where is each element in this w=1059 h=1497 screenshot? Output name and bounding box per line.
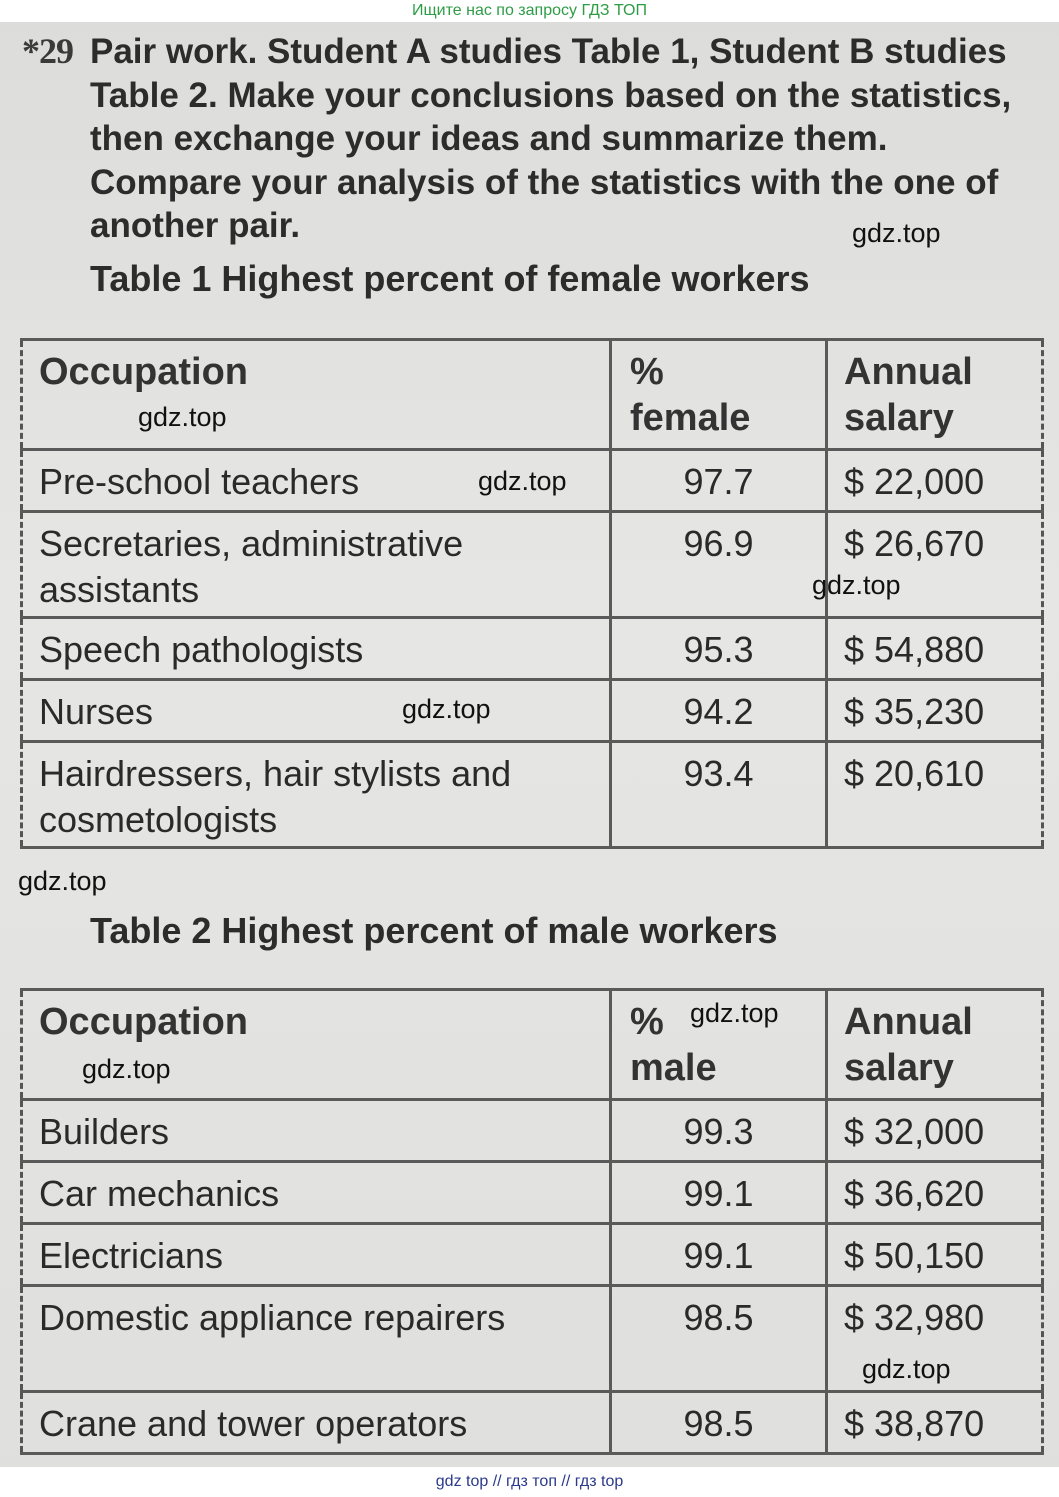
cell-salary: $ 20,610: [827, 742, 1043, 848]
cell-salary: $ 36,620: [827, 1162, 1043, 1224]
cell-salary: $ 32,980: [827, 1286, 1043, 1392]
watermark: gdz.top: [138, 402, 227, 432]
cell-percent: 99.1: [611, 1162, 827, 1224]
watermark: gdz.top: [478, 466, 567, 496]
cell-salary: $ 26,670: [827, 512, 1043, 618]
cell-occupation: Builders: [22, 1100, 611, 1162]
header-salary: [827, 340, 1043, 450]
header-occupation: Occupation: [22, 340, 611, 450]
watermark: gdz.top: [18, 866, 107, 896]
top-banner[interactable]: Ищите нас по запросу ГДЗ ТОП: [0, 0, 1059, 22]
cell-occupation: Hairdressers, hair stylists and cosmetologists: [22, 742, 611, 848]
header-salary-line1: Annual: [844, 351, 973, 393]
table-row: [22, 1224, 1043, 1286]
header-salary: [827, 990, 1043, 1100]
watermark: gdz.top: [852, 218, 941, 248]
cell-occupation: Secretaries, administrative assistants: [22, 512, 611, 618]
cell-percent: 96.9: [611, 512, 827, 618]
watermark: gdz.top: [402, 694, 491, 724]
table-row: [22, 512, 1043, 618]
header-percent: [611, 340, 827, 450]
cell-salary: $ 38,870: [827, 1392, 1043, 1454]
table-row: [22, 1162, 1043, 1224]
cell-occupation: Nurses: [22, 680, 611, 742]
table-header-row: [22, 990, 1043, 1100]
cell-occupation: Domestic appliance repairers: [22, 1286, 611, 1392]
cell-percent: 98.5: [611, 1286, 827, 1392]
table-row: [22, 1392, 1043, 1454]
table1-title: Table 1 Highest percent of female workers: [90, 258, 810, 299]
task-text: Pair work. Student A studies Table 1, Student B studies Table 2. Make your conclusions based on the statistics, then exchange your ideas and summarize them. Compare your analysis of the statistics with the one of another pair.: [90, 32, 1012, 245]
watermark: gdz.top: [862, 1354, 951, 1384]
cell-occupation: Crane and tower operators: [22, 1392, 611, 1454]
cell-salary: $ 32,000: [827, 1100, 1043, 1162]
table2-title: Table 2 Highest percent of male workers: [90, 910, 778, 951]
table-row: [22, 680, 1043, 742]
cell-percent: 97.7: [611, 450, 827, 512]
bottom-banner[interactable]: gdz top // гдз топ // гдз top: [0, 1467, 1059, 1497]
cell-occupation: Speech pathologists: [22, 618, 611, 680]
table-row: [22, 742, 1043, 848]
cell-percent: 94.2: [611, 680, 827, 742]
header-occupation: Occupation: [22, 990, 611, 1100]
watermark: gdz.top: [82, 1054, 171, 1084]
cell-salary: $ 50,150: [827, 1224, 1043, 1286]
cell-percent: 98.5: [611, 1392, 827, 1454]
table-row: [22, 1100, 1043, 1162]
watermark: gdz.top: [690, 998, 779, 1028]
cell-occupation: Pre-school teachers: [22, 450, 611, 512]
cell-salary: $ 35,230: [827, 680, 1043, 742]
cell-occupation: Electricians: [22, 1224, 611, 1286]
table-header-row: [22, 340, 1043, 450]
header-percent-label: male: [630, 1047, 717, 1089]
table-row: [22, 618, 1043, 680]
header-salary-line2: salary: [844, 1047, 954, 1089]
task-number: *29: [22, 31, 73, 71]
header-percent-sign: %: [630, 351, 664, 393]
header-salary-line1: Annual: [844, 1001, 973, 1043]
cell-salary: $ 54,880: [827, 618, 1043, 680]
cell-percent: 99.1: [611, 1224, 827, 1286]
cell-percent: 95.3: [611, 618, 827, 680]
header-percent-sign: %: [630, 1001, 664, 1043]
cell-occupation: Car mechanics: [22, 1162, 611, 1224]
cell-percent: 99.3: [611, 1100, 827, 1162]
cell-percent: 93.4: [611, 742, 827, 848]
header-percent-label: female: [630, 397, 751, 439]
watermark: gdz.top: [812, 570, 901, 600]
cell-salary: $ 22,000: [827, 450, 1043, 512]
header-salary-line2: salary: [844, 397, 954, 439]
